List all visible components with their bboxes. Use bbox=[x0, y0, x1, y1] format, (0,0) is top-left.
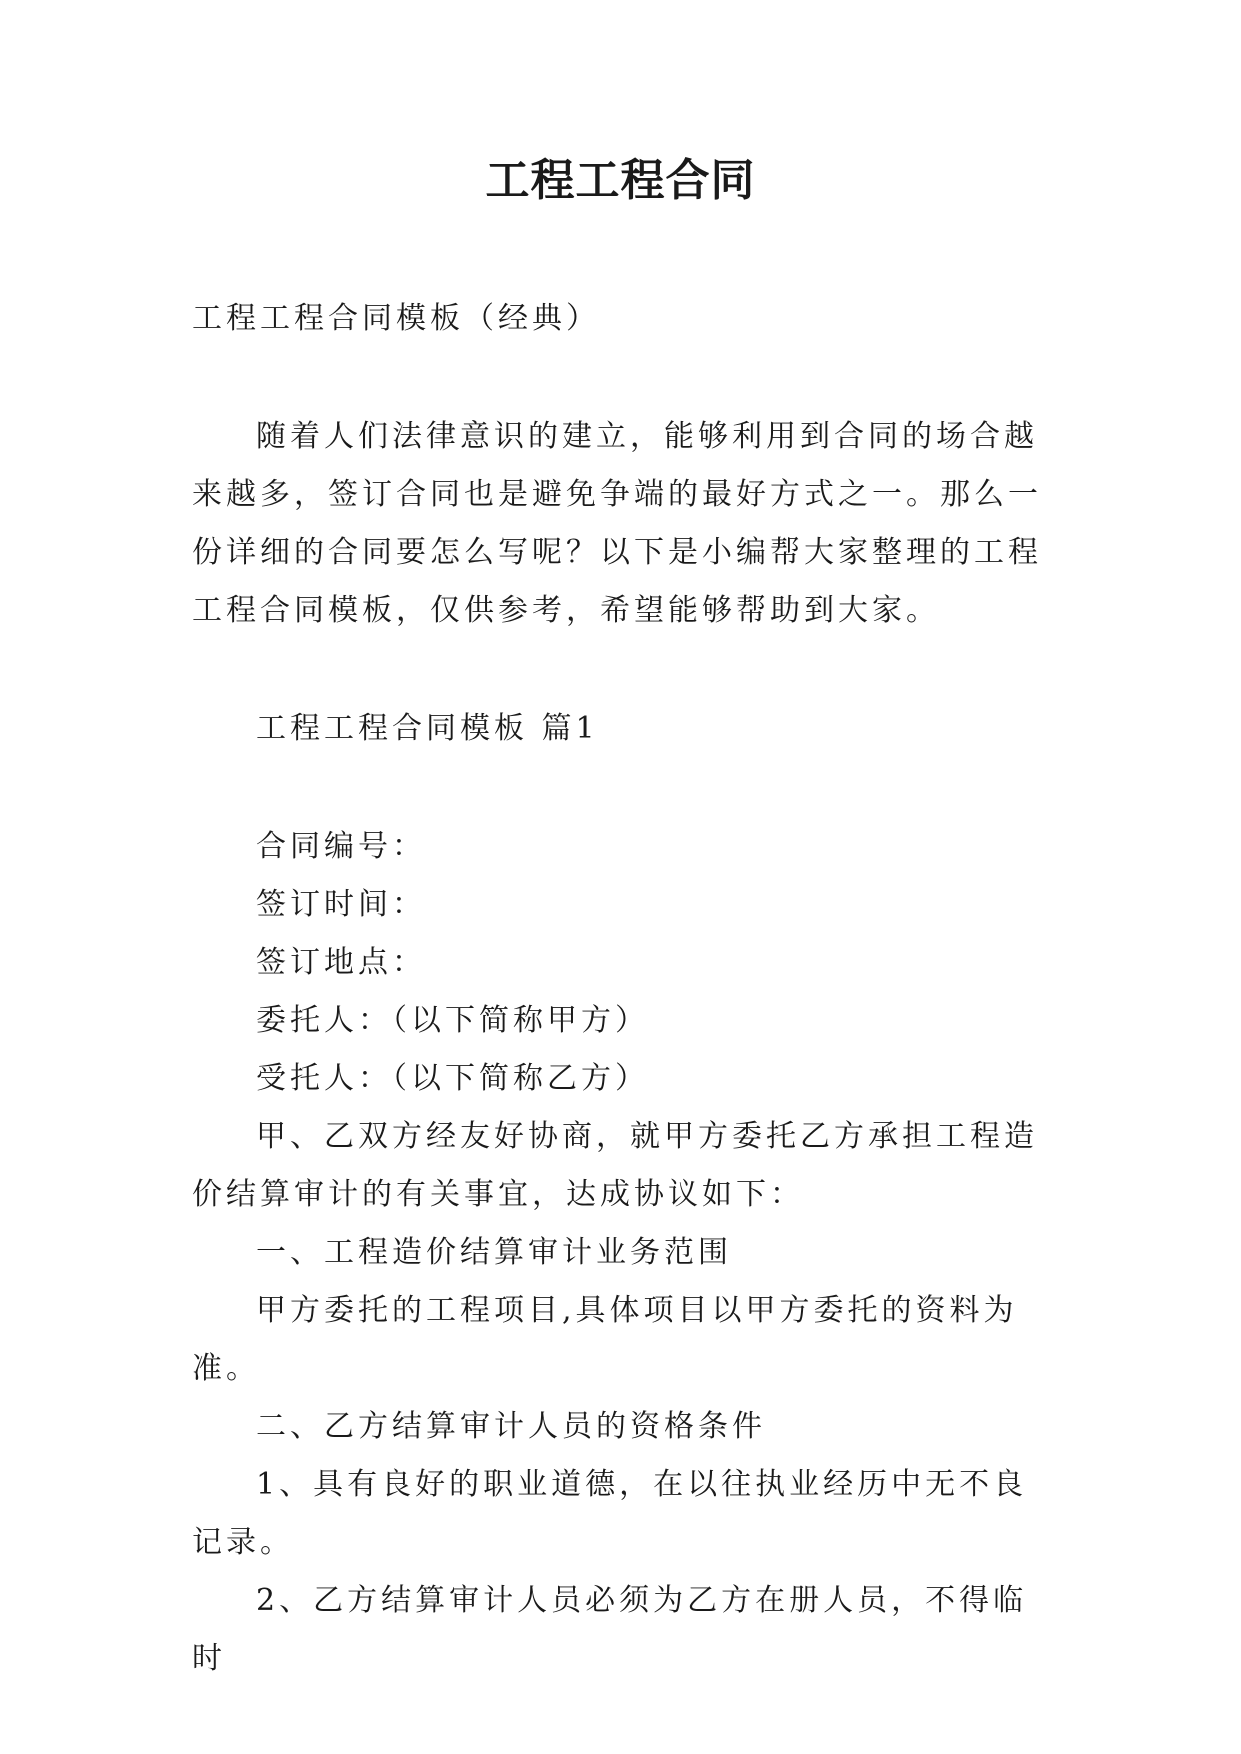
agreement-intro: 甲、乙双方经友好协商，就甲方委托乙方承担工程造价结算审计的有关事宜，达成协议如下： bbox=[192, 1119, 1038, 1212]
document-subtitle: 工程工程合同模板（经典） bbox=[192, 301, 600, 336]
field-sign-time: 签订时间： bbox=[256, 887, 426, 922]
field-sign-place: 签订地点： bbox=[256, 945, 426, 980]
clause-2-heading: 二、乙方结算审计人员的资格条件 bbox=[256, 1409, 766, 1444]
field-party-a: 委托人：（以下简称甲方） bbox=[256, 1003, 649, 1038]
document-body bbox=[192, 290, 1052, 1688]
document-title: 工程工程合同 bbox=[485, 155, 756, 206]
clause-2-item-2: 2、乙方结算审计人员必须为乙方在册人员，不得临时 bbox=[192, 1583, 1028, 1676]
field-party-b: 受托人：（以下简称乙方） bbox=[256, 1061, 649, 1096]
clause-2-item-1: 1、具有良好的职业道德，在以往执业经历中无不良记录。 bbox=[192, 1467, 1028, 1560]
section-heading: 工程工程合同模板 篇1 bbox=[256, 711, 599, 746]
clause-1-text: 甲方委托的工程项目,具体项目以甲方委托的资料为准。 bbox=[192, 1293, 1018, 1386]
intro-paragraph: 随着人们法律意识的建立，能够利用到合同的场合越来越多，签订合同也是避免争端的最好方式之一。那么一份详细的合同要怎么写呢？以下是小编帮大家整理的工程工程合同模板，仅供参考，希望能够帮助到大家。 bbox=[192, 419, 1042, 628]
clause-1-heading: 一、工程造价结算审计业务范围 bbox=[256, 1235, 732, 1270]
field-contract-no: 合同编号： bbox=[256, 829, 426, 864]
